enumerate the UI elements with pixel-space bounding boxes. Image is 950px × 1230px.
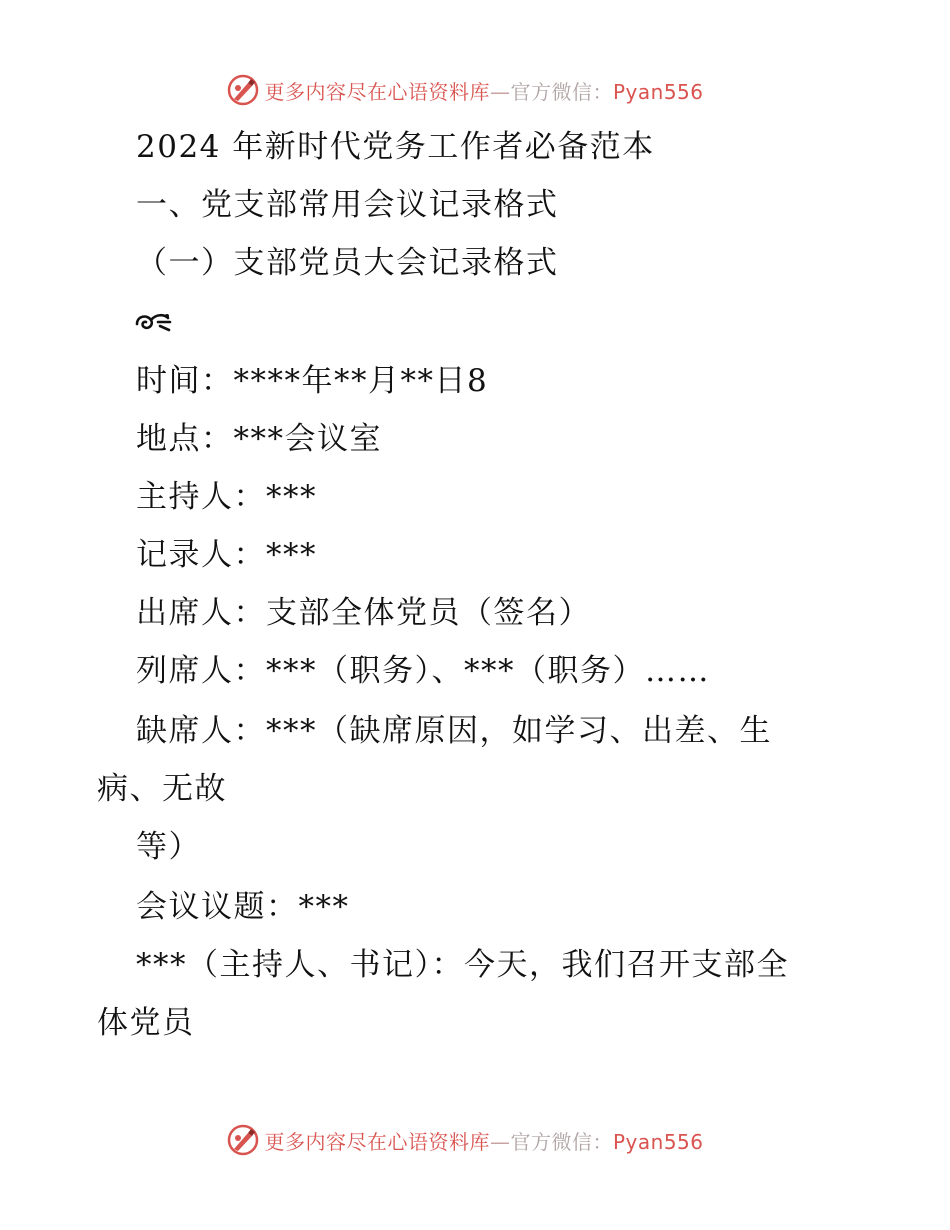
speech-line-1: ***（主持人、书记）：今天，我们召开支部全 [136,947,789,983]
watermark-dash: — [489,79,511,104]
field-location: 地点：***会议室 [136,421,382,457]
pen-logo-icon [226,1123,260,1157]
field-observers: 列席人：***（职务）、***（职务）…… [136,653,710,689]
watermark-dash: — [489,1129,511,1154]
field-absent-line-1: 缺席人：***（缺席原因，如学习、出差、生 [136,713,772,749]
watermark-text: 更多内容尽在心语资料库 [264,79,490,104]
watermark-wechat-id: Pyan556 [612,79,704,104]
field-absent-line-2: 病、无故 [97,771,227,807]
section-heading: 一、党支部常用会议记录格式 [136,187,559,223]
field-recorder: 记录人：*** [136,537,317,573]
subsection-heading: （一）支部党员大会记录格式 [136,245,559,281]
field-attendees: 出席人：支部全体党员（签名） [136,595,591,631]
field-host: 主持人：*** [136,479,317,515]
flourish-ornament-icon [134,310,174,336]
speech-line-2: 体党员 [97,1005,195,1041]
header-watermark [0,70,950,110]
field-topic: 会议议题：*** [136,889,350,925]
field-time: 时间：****年**月**日8 [136,363,489,399]
watermark-wechat-id: Pyan556 [612,1129,704,1154]
document-title: 2024 年新时代党务工作者必备范本 [136,129,655,165]
pen-logo-icon [226,73,260,107]
watermark-wechat-label: 官方微信： [510,79,613,104]
watermark-wechat-label: 官方微信： [510,1129,613,1154]
field-absent-line-3: 等） [136,829,201,865]
footer-watermark [0,1120,950,1160]
watermark-text: 更多内容尽在心语资料库 [264,1129,490,1154]
